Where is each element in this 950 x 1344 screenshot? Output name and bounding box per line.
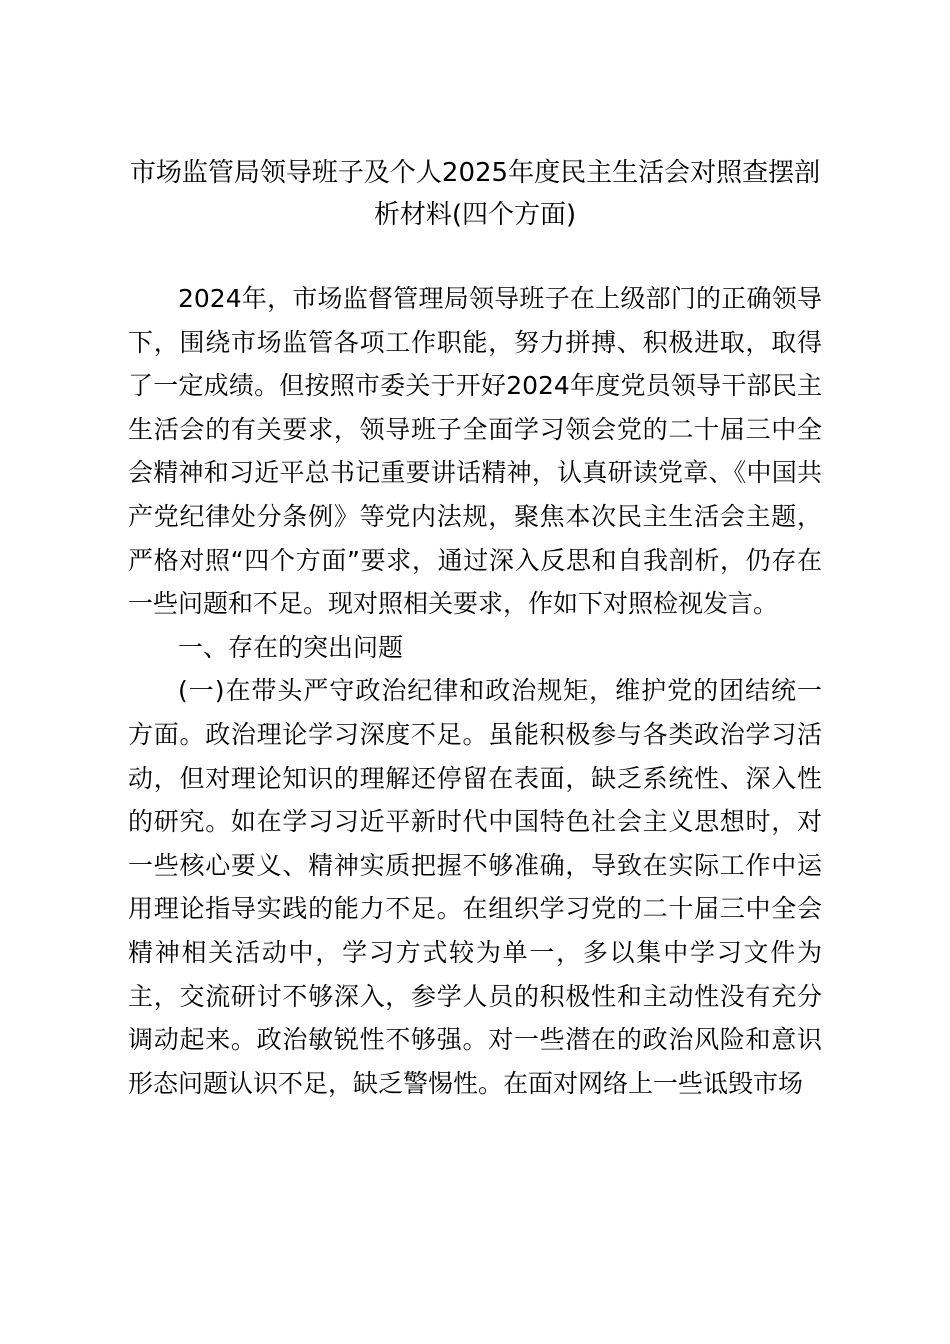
body-paragraph: (一)在带头严守政治纪律和政治规矩，维护党的团结统一方面。政治理论学习深度不足。虽能积极参与各类政治学习活动，但对理论知识的理解还停留在表面，缺乏系统性、深入性的研究。如在学习习近平新时代中国特色社会主义思想时，对一些核心要义、精神实质把握不够准确，导致在实际工作中运用理论指导实践的能力不足。在组织学习党的二十届三中全会精神相关活动中，学习方式较为单一，多以集中学习文件为主，交流研讨不够深入，参学人员的积极性和主动性没有充分调动起来。政治敏锐性不够强。对一些潜在的政治风险和意识形态问题认识不足，缺乏警惕性。在面对网络上一些诋毁市场 xyxy=(128,676,822,1098)
intro-paragraph: 2024年，市场监督管理局领导班子在上级部门的正确领导下，围绕市场监管各项工作职能，努力拼搏、积极进取，取得了一定成绩。但按照市委关于开好2024年度党员领导干部民主生活会的有关要求，领导班子全面学习领会党的二十届三中全会精神和习近平总书记重要讲话精神，认真研读党章、《中国共产党纪律处分条例》等党内法规，聚焦本次民主生活会主题，严格对照“四个方面”要求，通过深入反思和自我剖析，仍存在一些问题和不足。现对照相关要求，作如下对照检视发言。 xyxy=(128,284,822,619)
section-heading: 一、存在的突出问题 xyxy=(178,632,404,662)
document-title: 市场监管局领导班子及个人2025年度民主生活会对照查摆剖析材料(四个方面) xyxy=(129,158,821,230)
document-body xyxy=(128,277,822,1105)
